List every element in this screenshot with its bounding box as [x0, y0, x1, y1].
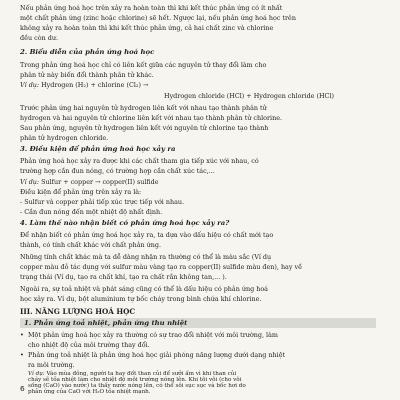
s5-example-line-4: phản ứng của CaO với H₂O tỏa nhiệt mạnh. — [28, 389, 151, 395]
s4-p1-line-2: thành, có tính chất khác với chất phản ứng. — [20, 241, 162, 249]
s2-p3-line-2: phân tử hydrogen chloride. — [20, 134, 109, 142]
s3-example-eq: Sulfur + copper → copper(II) sulfide — [41, 178, 159, 186]
section-iii-heading: III. NĂNG LƯỢNG HOÁ HỌC — [20, 307, 136, 316]
s3-example — [20, 178, 380, 187]
s3-cond-2: - Cần đun nóng đến một nhiệt độ nhất định. — [20, 208, 163, 216]
intro-line-4: đều còn dư. — [20, 34, 58, 42]
intro-line-1: Nếu phản ứng hoá học trên xảy ra hoàn toàn thì khi kết thúc phản ứng có ít nhất — [20, 4, 283, 12]
s2-example — [20, 81, 380, 90]
s2-p3-line-1: Sau phản ứng, nguyên tử hydrogen liên kết với nguyên tử chlorine tạo thành — [20, 124, 269, 132]
s5-example-label: Ví dụ: — [28, 371, 45, 377]
s4-p2-line-3: trạng thái (Ví dụ, tạo ra chất khí, tạo ra chất rắn không tan,... ). — [20, 273, 227, 281]
bullet-2-line-1: Phản ứng toả nhiệt là phản ứng hoá học giải phóng năng lượng dưới dạng nhiệt — [28, 351, 286, 359]
s3-p1-line-1: Phản ứng hoá học xảy ra được khi các chất tham gia tiếp xúc với nhau, có — [20, 157, 259, 165]
subsection-heading-box — [20, 318, 376, 328]
s4-p1-line-1: Để nhận biết có phản ứng hoá học xảy ra, ta dựa vào dấu hiệu có chất mới tạo — [20, 231, 274, 239]
s4-p3-line-1: Ngoài ra, sự toả nhiệt và phát sáng cũng có thể là dấu hiệu có phản ứng hoá — [20, 285, 268, 293]
page-number: 6 — [20, 384, 25, 393]
s5-example-line-2: cháy sẽ tỏa nhiệt làm cho nhiệt độ môi trường nóng lên. Khi tôi vôi (cho vôi — [28, 377, 242, 383]
s2-example-eq-line-2: Hydrogen chloride (HCl) + Hydrogen chloride (HCl) — [164, 92, 334, 100]
s2-p2-line-2: hydrogen và hai nguyên tử chlorine liên kết với nhau tạo thành phân tử chlorine. — [20, 114, 283, 122]
s2-p2-line-1: Trước phản ứng hai nguyên tử hydrogen liên kết với nhau tạo thành phân tử — [20, 104, 267, 112]
s3-cond-intro: Điều kiện để phản ứng trên xảy ra là: — [20, 188, 142, 196]
s4-p3-line-2: học xảy ra. Ví dụ, bột aluminium tự bốc cháy trong bình chứa khí chlorine. — [20, 295, 262, 303]
bullet-1-line-2: cho nhiệt độ của môi trường thay đổi. — [28, 341, 150, 349]
subsection-heading: 1. Phản ứng toả nhiệt, phản ứng thu nhiệt — [24, 319, 188, 327]
s2-p1-line-1: Trong phản ứng hoá học chỉ có liên kết giữa các nguyên tử thay đổi làm cho — [20, 61, 267, 69]
section-3-heading: 3. Điều kiện để phản ứng hoá học xảy ra — [20, 145, 176, 153]
intro-line-3: không xảy ra hoàn toàn thì khi kết thúc phản ứng, cả hai chất zinc và chlorine — [20, 24, 274, 32]
s3-p1-line-2: trường hợp cần đun nóng, có trường hợp cần chất xúc tác,... — [20, 167, 215, 175]
bullet-2-line-2: ra môi trường. — [28, 361, 75, 369]
section-4-heading: 4. Làm thế nào nhận biết có phản ứng hoá học xảy ra? — [20, 219, 230, 227]
s2-p1-line-2: phân tử này biến đổi thành phân tử khác. — [20, 71, 154, 79]
s5-example-line-1: Vào mùa đông, người ta hay đốt than củi để sưởi ấm vì khi than củi — [46, 371, 237, 377]
s4-p2-line-2: copper màu đỏ tác dụng với sulfur màu vàng tạo ra copper(II) sulfide màu đen), hay về — [20, 263, 303, 271]
s5-example-line-3: sống (CaO) vào nước) ta thấy nước nóng lên, có thể sôi sục sục và bốc hơi do — [28, 383, 246, 389]
bullet-2-marker: • — [20, 351, 24, 359]
s3-example-label: Ví dụ: — [20, 178, 40, 186]
bullet-1-marker: • — [20, 331, 24, 339]
s3-cond-1: - Sulfur và copper phải tiếp xúc trực tiếp với nhau. — [20, 198, 185, 206]
bullet-1-line-1: Một phản ứng hoá học xảy ra thường có sự trao đổi nhiệt với môi trường, làm — [28, 331, 278, 339]
s2-example-eq-line-1: Hydrogen (H₂) + chlorine (Cl₂) → — [41, 81, 149, 89]
s2-example-label: Ví dụ: — [20, 81, 40, 89]
section-2-heading: 2. Biểu diễn của phản ứng hoá học — [20, 48, 155, 56]
intro-line-2: một chất phản ứng (zinc hoặc chlorine) sẽ hết. Ngược lại, nếu phản ứng hoá học trên — [20, 14, 296, 22]
s4-p2-line-1: Những tính chất khác mà ta dễ dàng nhận ra thường có thể là màu sắc (Ví dụ — [20, 253, 272, 261]
